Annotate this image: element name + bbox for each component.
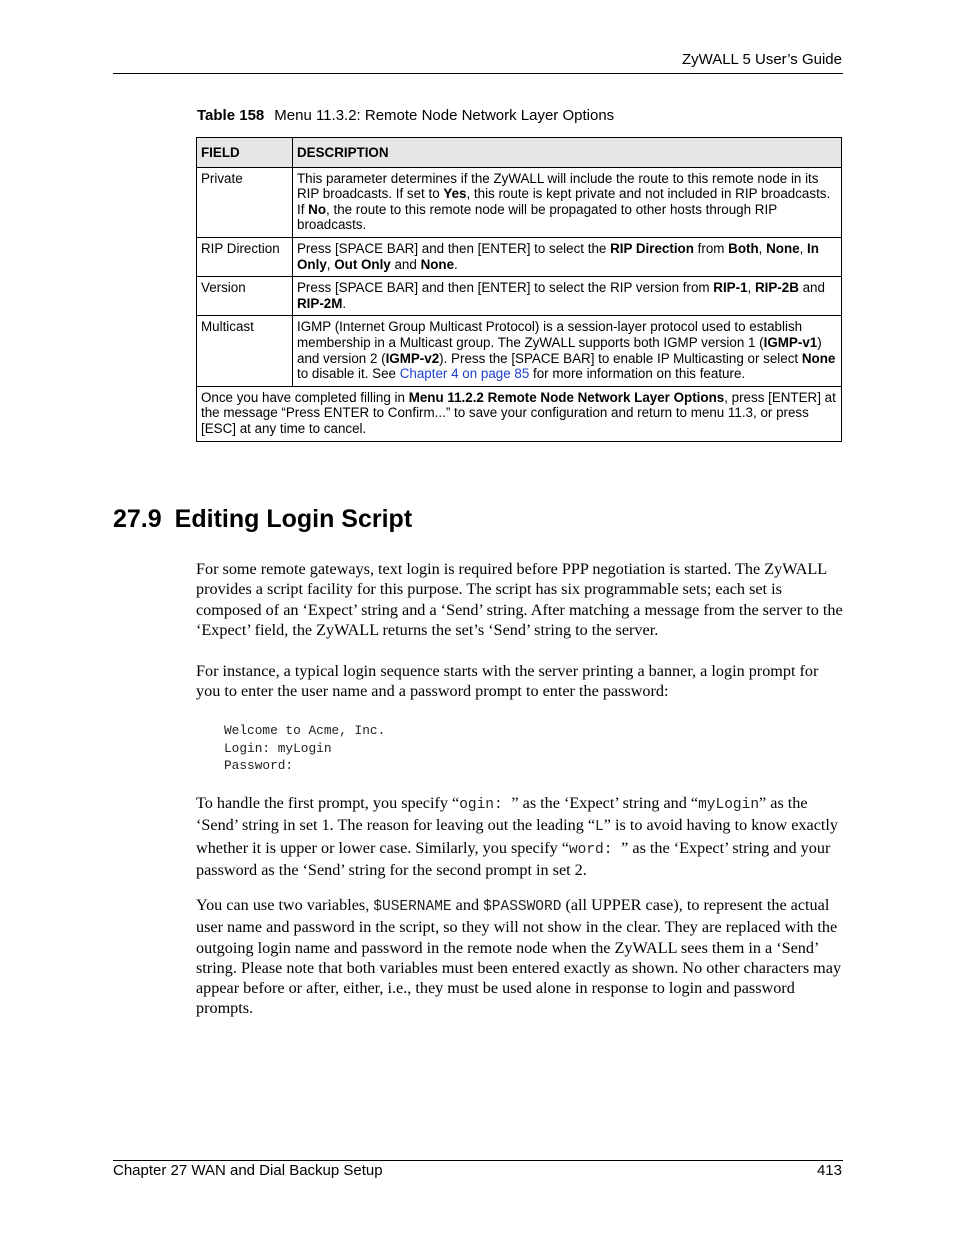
table-row xyxy=(197,167,842,237)
inline-code: L xyxy=(595,819,604,836)
description-text: , the route to this remote node will be propagated to other hosts through RIP broadcasts. xyxy=(297,201,777,233)
running-header: ZyWALL 5 User’s Guide xyxy=(681,51,842,68)
description-cell xyxy=(293,167,842,237)
paragraph-variables xyxy=(196,895,844,1019)
paragraph-text: and xyxy=(451,896,484,914)
field-cell: RIP Direction xyxy=(197,237,293,276)
section-heading xyxy=(113,505,412,534)
table-footer-cell xyxy=(197,386,842,441)
column-header-description: DESCRIPTION xyxy=(293,138,842,168)
table-row xyxy=(197,277,842,316)
paragraph-example: For instance, a typical login sequence starts with the server printing a banner, a login prompt for you to enter the user name and a password prompt to enter the password: xyxy=(196,662,819,701)
paragraph-text: (all UPPER case), to represent the actual user name and password in the script, so they will not show in the clear. They are replaced with the outgoing login name and password in the remote node when the ZyWALL sees them in a ‘Send’ string. Please note that both variables must been entered exactly as shown. No other characters may appear before or after, either, i.e., they must be used alone in response to login and password prompts. xyxy=(196,896,842,1018)
code-block xyxy=(224,722,385,775)
inline-code: myLogin xyxy=(698,797,760,813)
paragraph-text: To handle the first prompt, you specify “ xyxy=(196,794,460,812)
table-caption xyxy=(197,107,614,124)
description-bold: No xyxy=(308,201,327,217)
paragraph-text: ” is to avoid having to know exactly whether it is upper or lower case. Similarly, you specify “ xyxy=(196,816,838,857)
description-cell xyxy=(293,237,842,276)
description-bold: RIP Direction xyxy=(610,240,694,256)
header-divider xyxy=(113,73,843,74)
paragraph-text: ” as the ‘Expect’ string and “ xyxy=(511,794,699,812)
description-text: . xyxy=(454,256,458,272)
inline-code: $PASSWORD xyxy=(483,899,562,915)
description-text: for more information on this feature. xyxy=(529,366,746,382)
description-text: , xyxy=(799,240,808,256)
description-bold: IGMP-v1 xyxy=(763,334,818,350)
description-text: IGMP (Internet Group Multicast Protocol) is a session-layer protocol used to establish membership in a Multicast group. The ZyWALL supports both IGMP version 1 ( xyxy=(297,319,803,350)
chapter-4-link[interactable]: Chapter 4 on page 85 xyxy=(399,366,530,382)
description-bold: None xyxy=(801,350,836,366)
description-text: and xyxy=(798,280,825,296)
paragraph-intro: For some remote gateways, text login is required before PPP negotiation is started. The ZyWALL provides a script facility for this purpose. The script has six programmable sets; each set is composed of an ‘Expect’ string and a ‘Send’ string. After matching a message from the server to the ‘Expect’ field, the ZyWALL returns the set’s ‘Send’ string to the server. xyxy=(196,560,843,639)
description-text: ) and version 2 ( xyxy=(297,334,822,366)
paragraph-text: ” as the ‘Send’ string in set 1. The reason for leaving out the leading “ xyxy=(196,794,808,835)
inline-code: word: xyxy=(568,841,622,858)
description-bold: RIP-2B xyxy=(754,280,799,296)
description-cell xyxy=(293,316,842,386)
column-header-field: FIELD xyxy=(197,138,293,168)
footer-chapter: Chapter 27 WAN and Dial Backup Setup xyxy=(113,1162,383,1179)
description-text: , xyxy=(758,240,767,256)
description-text: to disable it. See xyxy=(297,366,400,382)
table-row xyxy=(197,237,842,276)
description-text: , this route is kept private and not included in RIP broadcasts. If xyxy=(297,186,831,217)
table-caption-label: Table 158 xyxy=(197,107,265,124)
description-text: ). Press the [SPACE BAR] to enable IP Multicasting or select xyxy=(439,350,802,366)
inline-code: ogin: xyxy=(459,797,512,813)
field-cell: Multicast xyxy=(197,316,293,386)
section-title: Editing Login Script xyxy=(174,505,413,533)
description-text: Press [SPACE BAR] and then [ENTER] to select the RIP version from xyxy=(297,280,714,296)
table-footer-row xyxy=(197,386,842,441)
description-text: and xyxy=(390,256,421,272)
description-text: This parameter determines if the ZyWALL will include the route to this remote node in its RIP broadcasts. If set to xyxy=(297,170,819,202)
paragraph-text: ” as the ‘Expect’ string and your password as the ‘Send’ string for the second prompt in set 2. xyxy=(196,838,831,879)
description-bold: Both xyxy=(728,240,759,256)
description-text: . xyxy=(342,295,347,311)
field-cell: Private xyxy=(197,167,293,237)
description-text: , xyxy=(747,280,755,296)
description-bold: None xyxy=(766,240,800,256)
footer-bold: Menu 11.2.2 Remote Node Network Layer Options xyxy=(408,389,725,405)
description-cell xyxy=(293,277,842,316)
inline-code: $USERNAME xyxy=(373,899,452,915)
code-line: Password: xyxy=(224,758,294,774)
description-text: from xyxy=(693,240,729,256)
footer-divider xyxy=(113,1160,843,1161)
table-caption-text: Menu 11.3.2: Remote Node Network Layer Options xyxy=(274,107,615,124)
description-bold: None xyxy=(420,256,455,272)
description-bold: RIP-1 xyxy=(713,280,748,296)
description-bold: In Only xyxy=(297,240,819,272)
paragraph-text: You can use two variables, xyxy=(196,896,374,914)
field-cell: Version xyxy=(197,277,293,316)
description-text: , xyxy=(326,256,335,272)
footer-text: Once you have completed filling in xyxy=(201,389,409,405)
description-bold: IGMP-v2 xyxy=(385,350,440,366)
section-number: 27.9 xyxy=(113,505,162,533)
page-number: 413 xyxy=(816,1162,842,1179)
options-table xyxy=(196,137,842,442)
code-line: Welcome to Acme, Inc. xyxy=(224,723,386,738)
description-bold: Out Only xyxy=(334,256,391,272)
paragraph-prompts xyxy=(196,793,844,880)
table-row xyxy=(197,316,842,386)
table-header-row xyxy=(197,138,842,168)
footer-text: , press [ENTER] at the message “Press ENTER to Confirm...” to save your configuration and return to menu 11.3, or press [ESC] at any time to cancel. xyxy=(201,389,836,436)
description-text: Press [SPACE BAR] and then [ENTER] to select the xyxy=(297,240,611,256)
description-bold: Yes xyxy=(443,186,467,202)
code-line: Login: myLogin xyxy=(224,740,332,756)
description-bold: RIP-2M xyxy=(297,295,343,311)
